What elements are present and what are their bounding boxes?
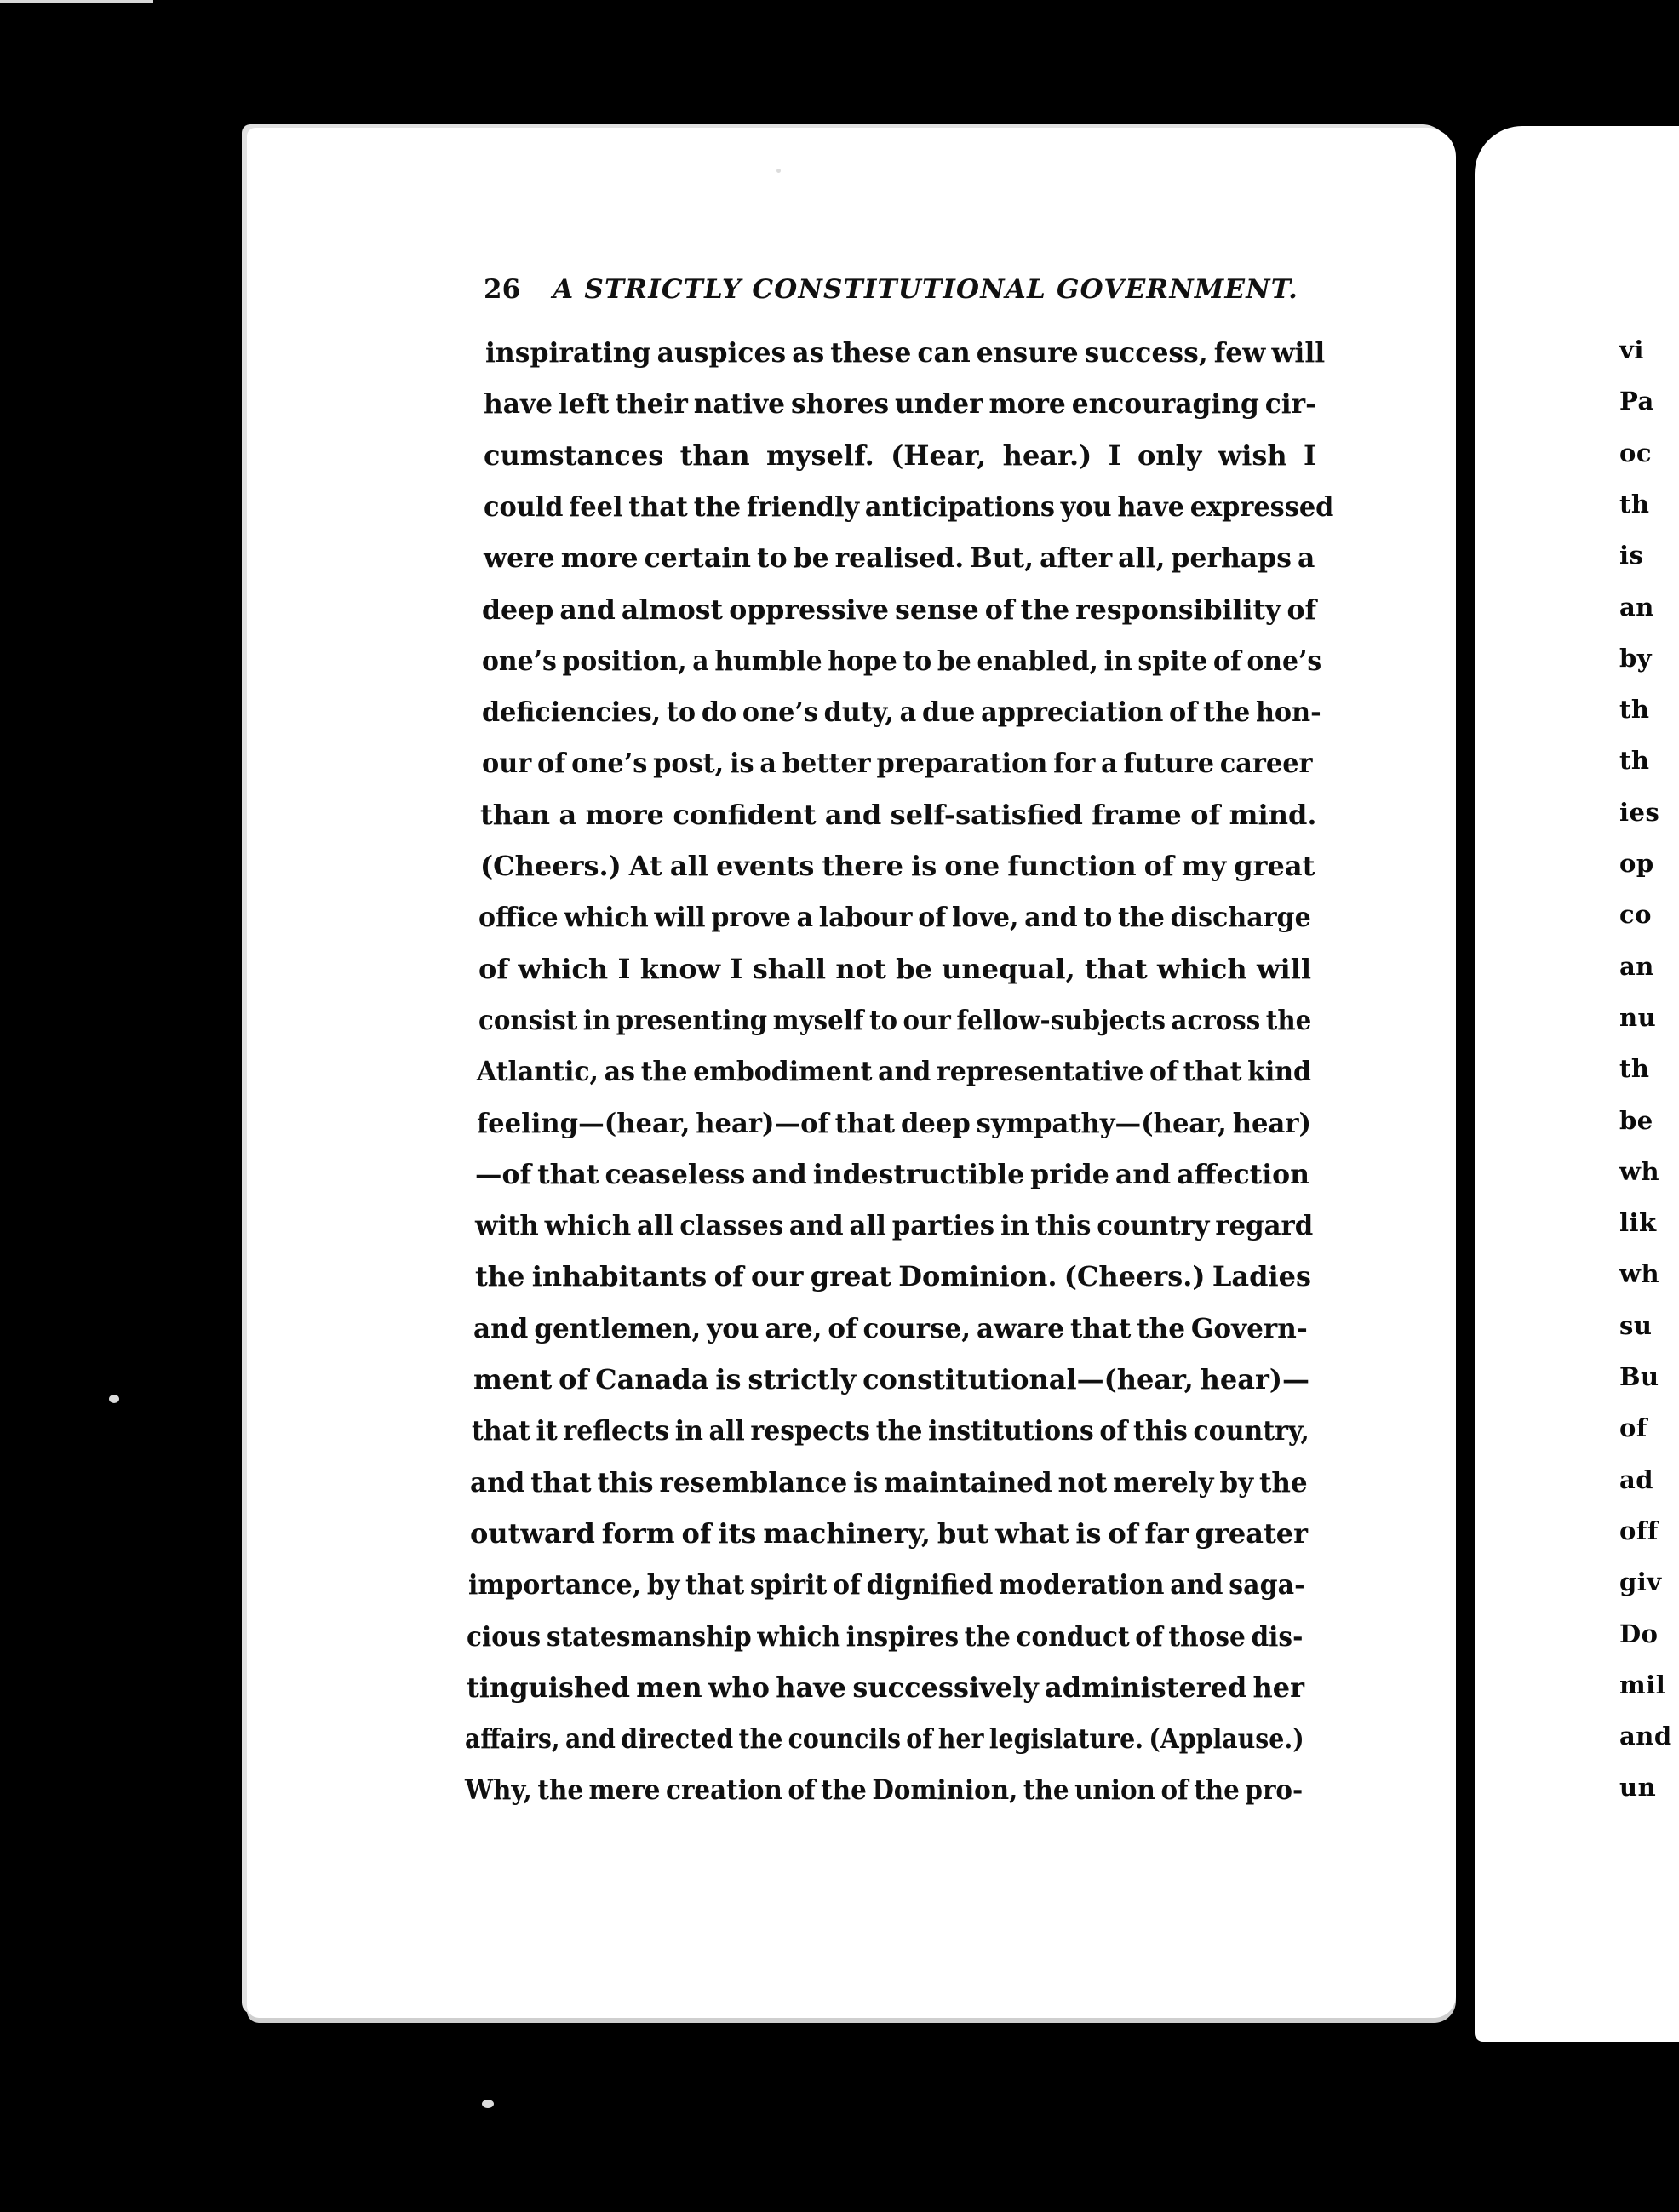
facing-page-fragment: Bu [1619, 1362, 1659, 1391]
facing-page-fragment: co [1619, 900, 1653, 929]
text-line: have left their native shores under more encouraging cir- [484, 387, 1317, 420]
text-line: the inhabitants of our great Dominion. (Cheers.) Ladies [475, 1260, 1311, 1292]
facing-page-fragment: th [1619, 746, 1650, 775]
running-head-title: A STRICTLY CONSTITUTIONAL GOVERNMENT. [553, 274, 1299, 305]
text-line: and gentlemen, you are, of course, aware that the Govern- [473, 1312, 1308, 1344]
text-line: that it reflects in all respects the institutions of this country, [472, 1414, 1309, 1447]
facing-page-fragment: un [1619, 1773, 1657, 1802]
text-line: (Cheers.) At all events there is one function of my great [480, 850, 1315, 882]
text-line: than a more confident and self-satisfied frame of mind. [480, 799, 1317, 831]
text-line: Why, the mere creation of the Dominion, the union of the pro- [465, 1774, 1304, 1806]
facing-page-fragment: ies [1619, 798, 1660, 827]
facing-page-fragment: off [1619, 1516, 1659, 1545]
text-line: feeling—(hear, hear)—of that deep sympathy—(hear, hear) [477, 1107, 1311, 1139]
text-line: Atlantic, as the embodiment and representative of that kind [477, 1055, 1311, 1087]
facing-page-fragment: be [1619, 1106, 1653, 1135]
facing-page-fragment: an [1619, 952, 1654, 981]
facing-page-fragment: lik [1619, 1208, 1657, 1237]
facing-page-fragment: th [1619, 1054, 1650, 1083]
facing-page-fragment: by [1619, 644, 1653, 673]
scan-edge-bar [0, 0, 153, 3]
text-line: deep and almost oppressive sense of the responsibility of [482, 593, 1317, 626]
dust-speck [776, 169, 781, 173]
text-line: one’s position, a humble hope to be enabled, in spite of one’s [482, 645, 1322, 677]
text-line: consist in presenting myself to our fellow-subjects across the [478, 1004, 1312, 1036]
facing-page-fragment: of [1619, 1413, 1647, 1442]
facing-page-fragment: giv [1619, 1567, 1662, 1596]
dust-speck [482, 2100, 494, 2108]
text-line: could feel that the friendly anticipations you have expressed [484, 490, 1334, 523]
facing-page-fragment: Do [1619, 1619, 1659, 1648]
text-line: inspirating auspices as these can ensure success, few will [485, 336, 1326, 369]
facing-page-fragment: and [1619, 1722, 1672, 1751]
facing-page-edge [1475, 126, 1679, 2042]
facing-page-fragment: wh [1619, 1259, 1660, 1288]
text-line: ment of Canada is strictly constitutional—(hear, hear)— [473, 1363, 1309, 1395]
facing-page-fragment: op [1619, 849, 1654, 878]
text-line: outward form of its machinery, but what is of far greater [470, 1517, 1308, 1550]
text-line: cumstances than myself. (Hear, hear.) I only wish I [484, 439, 1316, 472]
text-line: of which I know I shall not be unequal, that which will [478, 953, 1311, 985]
facing-page-fragment: th [1619, 695, 1650, 724]
text-line: affairs, and directed the councils of her legislature. (Applause.) [465, 1722, 1304, 1755]
facing-page-fragment: an [1619, 593, 1654, 622]
text-line: and that this resemblance is maintained not merely by the [470, 1466, 1308, 1499]
facing-page-fragment: ad [1619, 1465, 1654, 1494]
dust-speck [109, 1395, 119, 1403]
text-line: importance, by that spirit of dignified moderation and saga- [468, 1568, 1305, 1601]
facing-page-fragment: wh [1619, 1157, 1660, 1186]
facing-page-fragment: vi [1619, 335, 1644, 364]
text-line: cious statesmanship which inspires the conduct of those dis- [467, 1620, 1304, 1653]
running-head [484, 274, 1335, 312]
page-number: 26 [484, 274, 521, 305]
text-line: office which will prove a labour of love, and to the discharge [478, 901, 1311, 933]
facing-page-fragment: oc [1619, 438, 1653, 467]
text-line: tinguished men who have successively administered her [467, 1671, 1304, 1704]
facing-page-fragment: nu [1619, 1003, 1657, 1032]
facing-page-fragment: is [1619, 541, 1644, 570]
text-line: were more certain to be realised. But, after all, perhaps a [484, 542, 1315, 574]
facing-page-fragment: th [1619, 490, 1650, 519]
text-line: our of one’s post, is a better preparation for a future career [482, 747, 1313, 779]
facing-page-fragment: mil [1619, 1670, 1666, 1699]
facing-page-fragment: su [1619, 1311, 1653, 1340]
text-line: deficiencies, to do one’s duty, a due appreciation of the hon- [482, 696, 1321, 728]
facing-page-fragment: Pa [1619, 387, 1654, 415]
text-line: with which all classes and all parties in this country regard [475, 1209, 1314, 1241]
text-line: —of that ceaseless and indestructible pride and affection [475, 1158, 1310, 1190]
